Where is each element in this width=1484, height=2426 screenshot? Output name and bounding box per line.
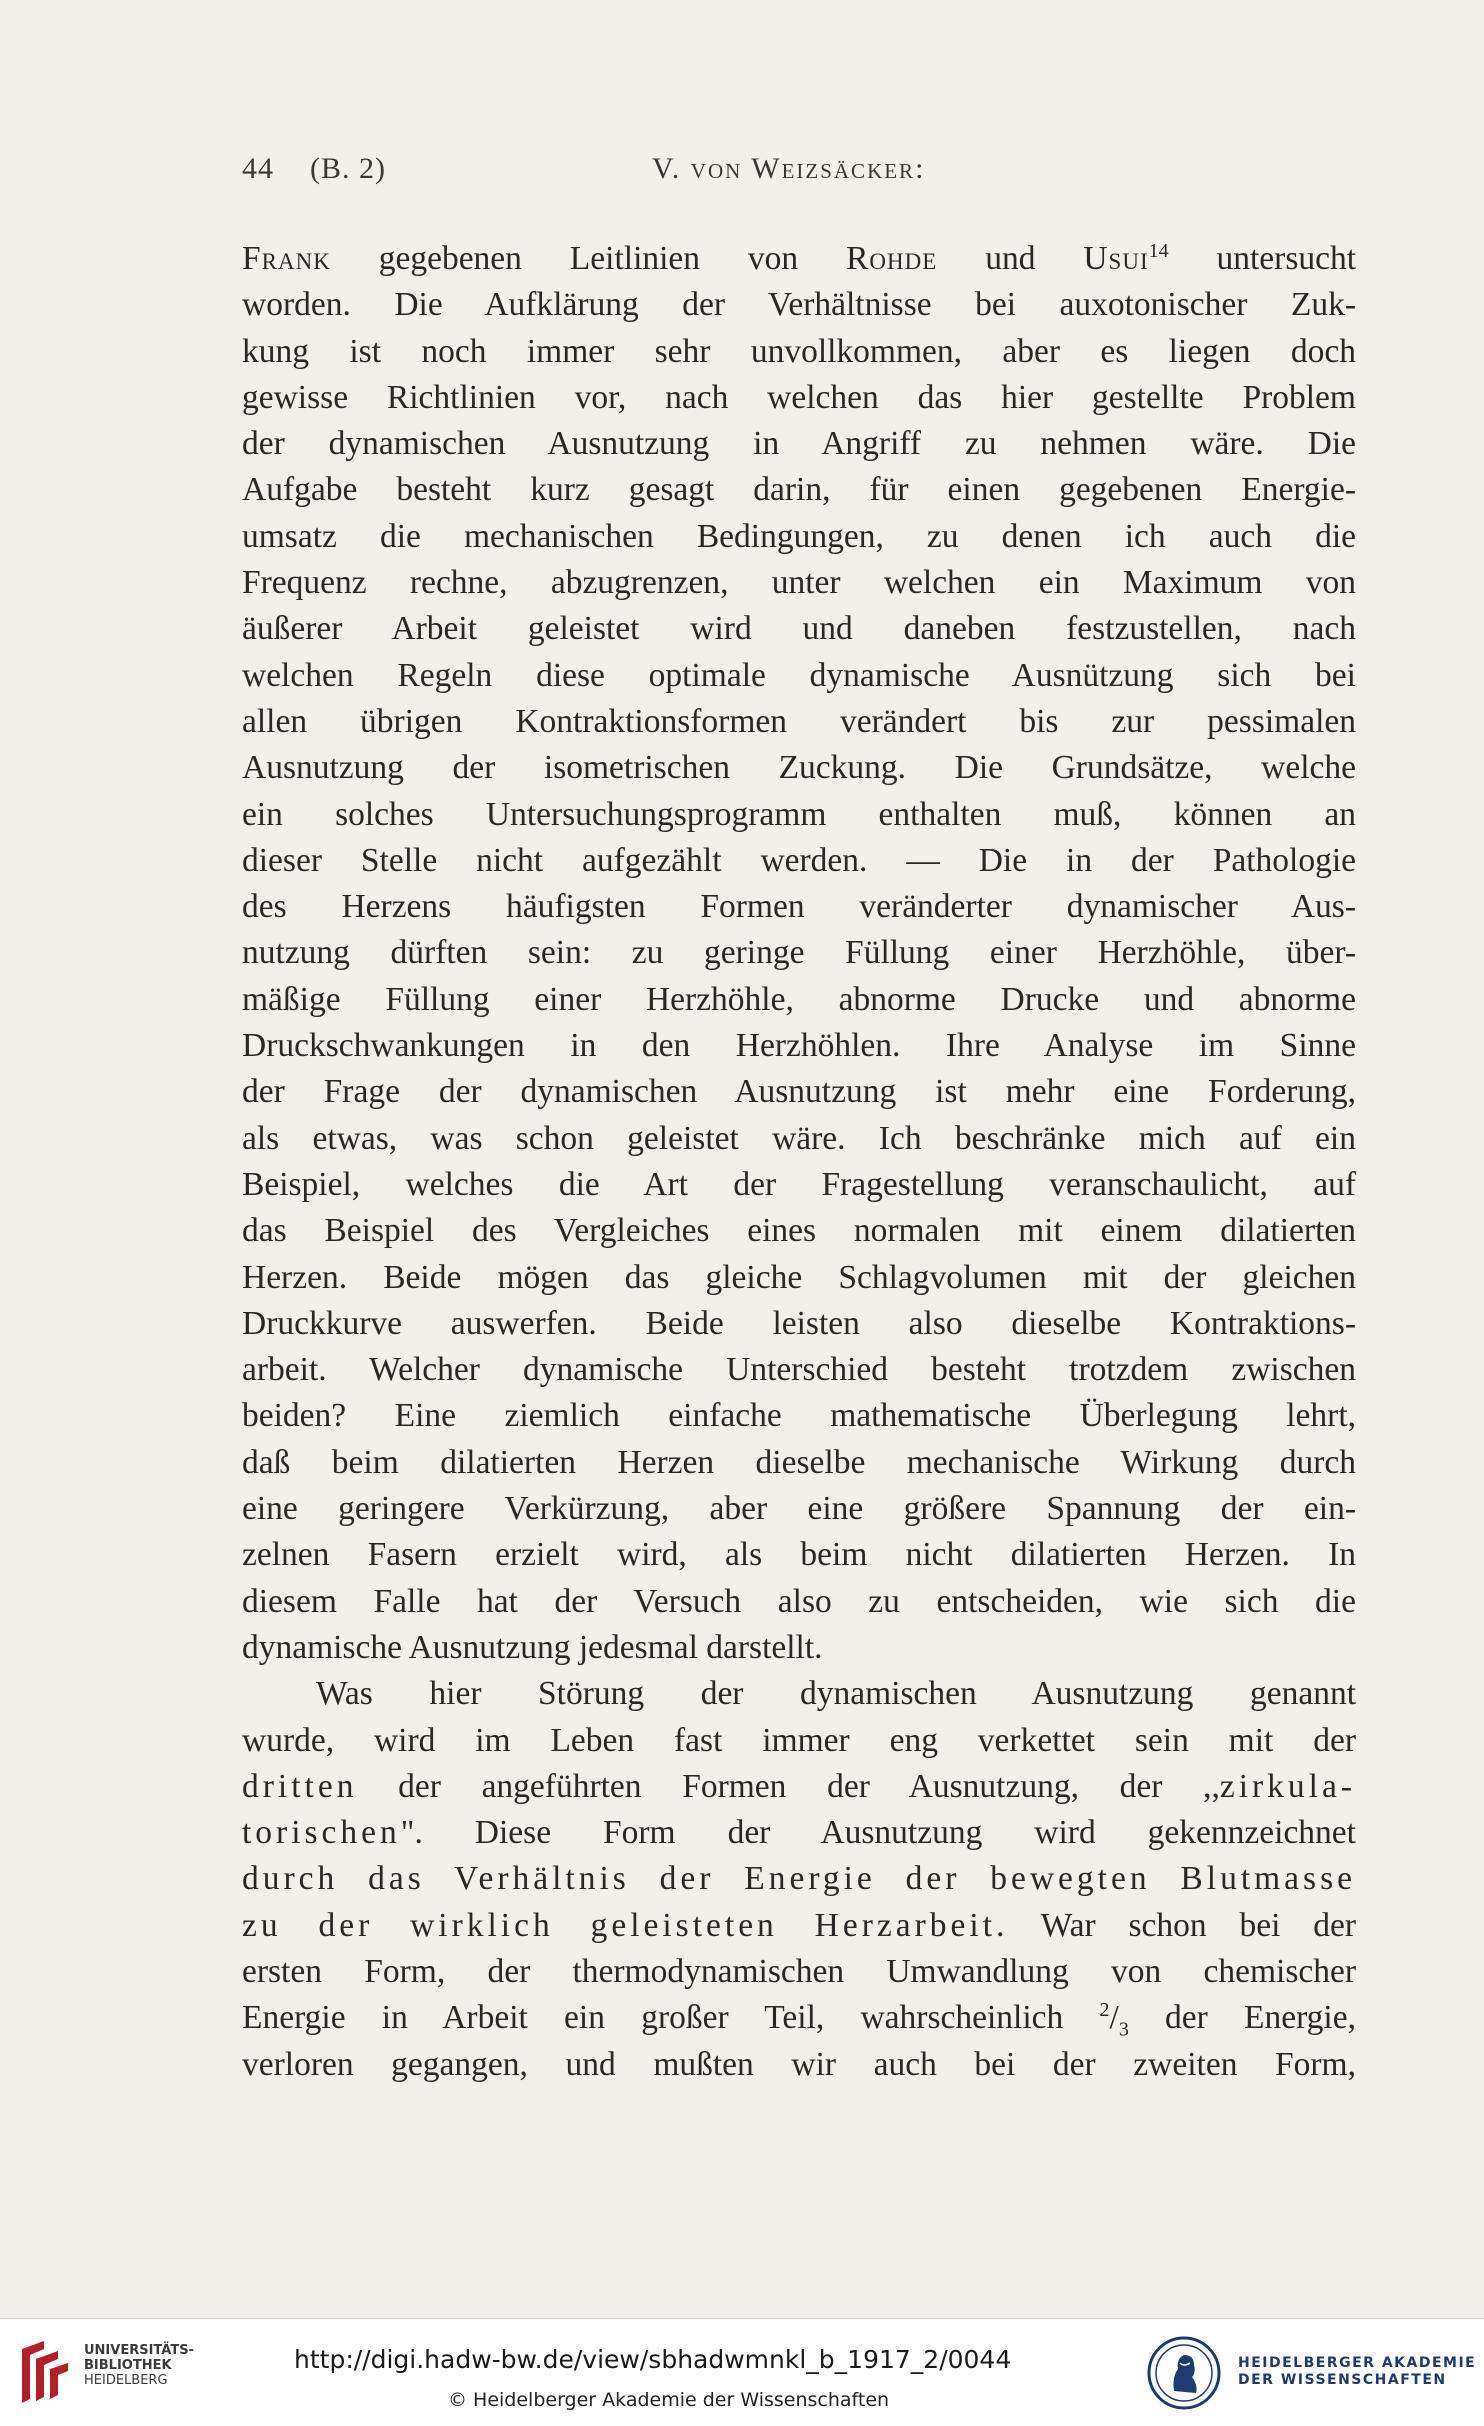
text-line: Frequenz rechne, abzugrenzen, unter welchen ein Maximum von — [242, 564, 1356, 602]
university-library-label: UNIVERSITÄTS- BIBLIOTHEK HEIDELBERG — [84, 2343, 194, 2388]
academy-label: HEIDELBERGER AKADEMIE DER WISSENSCHAFTEN — [1238, 2355, 1477, 2388]
text-line: ein solches Untersuchungsprogramm enthalten muß, können an — [242, 795, 1356, 833]
text-line: diesem Falle hat der Versuch also zu entscheiden, wie sich die — [242, 1582, 1356, 1620]
text-line: verloren gegangen, und mußten wir auch bei der zweiten Form, — [242, 2045, 1356, 2083]
paragraph-start: Was hier Störung der dynamischen Ausnutzung genannt — [316, 1675, 1356, 1713]
text-line: äußerer Arbeit geleistet wird und daneben festzustellen, nach — [242, 610, 1356, 648]
text-line: ersten Form, der thermodynamischen Umwandlung von chemischer — [242, 1952, 1356, 1990]
text-line: arbeit. Welcher dynamische Unterschied besteht trotzdem zwischen — [242, 1351, 1356, 1389]
university-library-logo-icon — [14, 2339, 72, 2407]
emphasis-dritten: dritten — [242, 1767, 358, 1805]
text-line: allen übrigen Kontraktionsformen verändert bis zur pessimalen — [242, 702, 1356, 740]
text-line: Druckschwankungen in den Herzhöhlen. Ihre Analyse im Sinne — [242, 1027, 1356, 1065]
body-text — [242, 236, 1356, 2088]
text-line: zu der wirklich geleisteten Herzarbeit. War schon bei der — [242, 1906, 1356, 1944]
text-line: der dynamischen Ausnutzung in Angriff zu nehmen wäre. Die — [242, 425, 1356, 463]
digitization-footer — [0, 2318, 1484, 2426]
text-line: gewisse Richtlinien vor, nach welchen das hier gestellte Problem — [242, 378, 1356, 416]
text-line: Ausnutzung der isometrischen Zuckung. Die Grundsätze, welche — [242, 749, 1356, 787]
text-line: dynamische Ausnutzung jedesmal darstellt. — [242, 1628, 823, 1666]
text-line: umsatz die mechanischen Bedingungen, zu denen ich auch die — [242, 517, 1356, 555]
text-line: dieser Stelle nicht aufgezählt werden. — Die in der Pathologie — [242, 841, 1356, 879]
fraction-two-thirds: $^2/_3$ — [1099, 1999, 1129, 2041]
running-head-author: V. von Weizsäcker: — [652, 152, 926, 185]
name-usui: Usui — [1083, 240, 1149, 277]
academy-seal-icon — [1146, 2333, 1222, 2413]
text-line: kung ist noch immer sehr unvollkommen, aber es liegen doch — [242, 332, 1356, 370]
permalink-url[interactable]: http://digi.hadw-bw.de/view/sbhadwmnkl_b_1917_2/0044 — [294, 2345, 1012, 2374]
text-line: beiden? Eine ziemlich einfache mathematische Überlegung lehrt, — [242, 1397, 1356, 1435]
text-line: welchen Regeln diese optimale dynamische Ausnützung sich bei — [242, 656, 1356, 694]
page-number: 44 — [242, 152, 274, 185]
text-line: zelnen Fasern erzielt wird, als beim nicht dilatierten Herzen. In — [242, 1536, 1356, 1574]
emphasis-herzarbeit: zu der wirklich geleisteten Herzarbeit. — [242, 1906, 1009, 1944]
footnote-ref: 14 — [1148, 239, 1169, 262]
text-line: der Frage der dynamischen Ausnutzung ist mehr eine Forderung, — [242, 1073, 1356, 1111]
text-line: als etwas, was schon geleistet wäre. Ich beschränke mich auf ein — [242, 1119, 1356, 1157]
text-line: wurde, wird im Leben fast immer eng verkettet sein mit der — [242, 1721, 1356, 1759]
text-line: dritten der angeführten Formen der Ausnutzung, der ,,zirkula- — [242, 1767, 1356, 1805]
text-line: Aufgabe besteht kurz gesagt darin, für einen gegebenen Energie- — [242, 471, 1356, 509]
text-line: Herzen. Beide mögen das gleiche Schlagvolumen mit der gleichen — [242, 1258, 1356, 1296]
text-line: Druckkurve auswerfen. Beide leisten also dieselbe Kontraktions- — [242, 1304, 1356, 1342]
text-line: worden. Die Aufklärung der Verhältnisse bei auxotonischer Zuk- — [242, 286, 1356, 324]
name-rohde: Rohde — [846, 240, 938, 277]
emphasis-line: durch das Verhältnis der Energie der bewegten Blutmasse — [242, 1860, 1356, 1898]
text-line: eine geringere Verkürzung, aber eine größere Spannung der ein- — [242, 1490, 1356, 1528]
text-line: Beispiel, welches die Art der Fragestellung veranschaulicht, auf — [242, 1165, 1356, 1203]
text-line: nutzung dürften sein: zu geringe Füllung einer Herzhöhle, über- — [242, 934, 1356, 972]
copyright-notice: © Heidelberger Akademie der Wissenschaften — [448, 2389, 890, 2411]
section-marker: (B. 2) — [310, 152, 386, 185]
name-frank: Frank — [242, 240, 331, 277]
text-line: das Beispiel des Vergleiches eines normalen mit einem dilatierten — [242, 1212, 1356, 1250]
text-line: des Herzens häufigsten Formen veränderter dynamischer Aus- — [242, 888, 1356, 926]
text-line: Energie in Arbeit ein großer Teil, wahrscheinlich $^2/_3$ der Energie, — [242, 1999, 1356, 2041]
text-line: daß beim dilatierten Herzen dieselbe mechanische Wirkung durch — [242, 1443, 1356, 1481]
text-line: Frank gegebenen Leitlinien von Rohde und Usui$^{14}$ untersucht — [242, 239, 1357, 277]
emphasis-zirkulatorischen: zirkula- — [1219, 1767, 1356, 1805]
text-line: mäßige Füllung einer Herzhöhle, abnorme Drucke und abnorme — [242, 980, 1356, 1018]
text-line: torischen". Diese Form der Ausnutzung wird gekennzeichnet — [242, 1814, 1356, 1852]
running-head — [242, 152, 1262, 196]
